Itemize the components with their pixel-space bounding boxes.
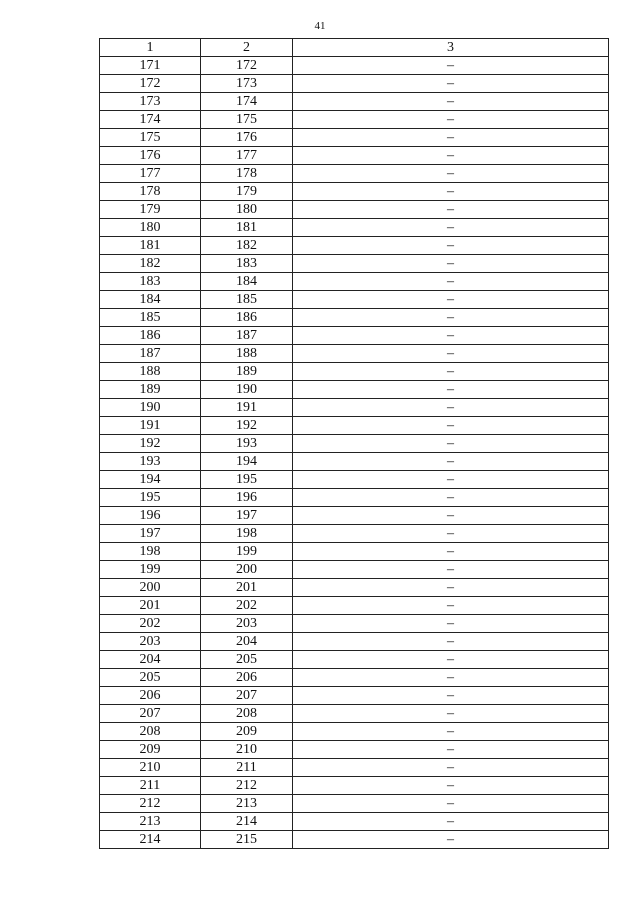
table-cell-col-3: – — [293, 237, 609, 255]
table-cell-col-3: – — [293, 273, 609, 291]
table-cell-col-2: 189 — [201, 363, 293, 381]
table-cell-col-2: 206 — [201, 669, 293, 687]
table-row — [100, 471, 609, 489]
table-cell-col-2: 186 — [201, 309, 293, 327]
table-cell-col-3: – — [293, 363, 609, 381]
table-cell-col-3: – — [293, 723, 609, 741]
table-cell-col-2: 185 — [201, 291, 293, 309]
table-cell-col-1: 183 — [100, 273, 201, 291]
table-cell-col-3: – — [293, 543, 609, 561]
table-cell-col-1: 194 — [100, 471, 201, 489]
table-row — [100, 579, 609, 597]
table-cell-col-3: – — [293, 579, 609, 597]
table-cell-col-1: 206 — [100, 687, 201, 705]
table-row — [100, 489, 609, 507]
table-row — [100, 255, 609, 273]
table-cell-col-1: 171 — [100, 57, 201, 75]
table-cell-col-2: 192 — [201, 417, 293, 435]
table-cell-col-2: 181 — [201, 219, 293, 237]
table-header-row — [100, 39, 609, 57]
table-cell-col-2: 209 — [201, 723, 293, 741]
page-number: 41 — [314, 20, 326, 32]
table-row — [100, 327, 609, 345]
table-cell-col-3: – — [293, 219, 609, 237]
table-cell-col-1: 189 — [100, 381, 201, 399]
table-row — [100, 435, 609, 453]
table-cell-col-2: 200 — [201, 561, 293, 579]
table-cell-col-2: 208 — [201, 705, 293, 723]
table-cell-col-1: 182 — [100, 255, 201, 273]
table-cell-col-1: 174 — [100, 111, 201, 129]
table-cell-col-1: 205 — [100, 669, 201, 687]
table-cell-col-3: – — [293, 57, 609, 75]
table-row — [100, 93, 609, 111]
table-cell-col-3: – — [293, 309, 609, 327]
table-cell-col-2: 215 — [201, 831, 293, 849]
table-cell-col-2: 207 — [201, 687, 293, 705]
table-cell-col-1: 176 — [100, 147, 201, 165]
table-cell-col-2: 177 — [201, 147, 293, 165]
table-cell-col-1: 200 — [100, 579, 201, 597]
table-row — [100, 705, 609, 723]
table-row — [100, 615, 609, 633]
table-cell-col-1: 192 — [100, 435, 201, 453]
table-cell-col-3: – — [293, 75, 609, 93]
table-row — [100, 669, 609, 687]
table-cell-col-3: – — [293, 291, 609, 309]
table-cell-col-3: – — [293, 147, 609, 165]
table-cell-col-2: 204 — [201, 633, 293, 651]
table-cell-col-2: 182 — [201, 237, 293, 255]
table-cell-col-1: 202 — [100, 615, 201, 633]
table-cell-col-3: – — [293, 417, 609, 435]
table-cell-col-3: – — [293, 831, 609, 849]
table-cell-col-1: 180 — [100, 219, 201, 237]
table-cell-col-3: – — [293, 651, 609, 669]
table-cell-col-3: – — [293, 435, 609, 453]
table-cell-col-1: 188 — [100, 363, 201, 381]
table-row — [100, 183, 609, 201]
table-row — [100, 561, 609, 579]
table-cell-col-2: 197 — [201, 507, 293, 525]
table-cell-col-1: 208 — [100, 723, 201, 741]
table-cell-col-3: – — [293, 561, 609, 579]
table-cell-col-3: – — [293, 327, 609, 345]
table-row — [100, 759, 609, 777]
table-cell-col-1: 191 — [100, 417, 201, 435]
table-cell-col-2: 205 — [201, 651, 293, 669]
table-cell-col-1: 207 — [100, 705, 201, 723]
column-header-2: 2 — [201, 39, 293, 57]
table-cell-col-3: – — [293, 399, 609, 417]
table-cell-col-3: – — [293, 633, 609, 651]
table-cell-col-1: 204 — [100, 651, 201, 669]
table-row — [100, 777, 609, 795]
table-cell-col-3: – — [293, 201, 609, 219]
table-cell-col-2: 212 — [201, 777, 293, 795]
table-row — [100, 219, 609, 237]
table-cell-col-3: – — [293, 381, 609, 399]
table-cell-col-2: 172 — [201, 57, 293, 75]
table-row — [100, 795, 609, 813]
table-cell-col-1: 213 — [100, 813, 201, 831]
table-cell-col-1: 172 — [100, 75, 201, 93]
table-row — [100, 345, 609, 363]
table-row — [100, 417, 609, 435]
table-cell-col-1: 173 — [100, 93, 201, 111]
table-cell-col-2: 203 — [201, 615, 293, 633]
table-row — [100, 381, 609, 399]
table-cell-col-1: 209 — [100, 741, 201, 759]
table-cell-col-2: 190 — [201, 381, 293, 399]
table-cell-col-1: 184 — [100, 291, 201, 309]
table-row — [100, 363, 609, 381]
column-header-1: 1 — [100, 39, 201, 57]
table-row — [100, 687, 609, 705]
table-cell-col-1: 195 — [100, 489, 201, 507]
table-cell-col-2: 188 — [201, 345, 293, 363]
table-cell-col-3: – — [293, 255, 609, 273]
table-cell-col-1: 178 — [100, 183, 201, 201]
table-cell-col-1: 175 — [100, 129, 201, 147]
table-cell-col-1: 203 — [100, 633, 201, 651]
table-row — [100, 237, 609, 255]
table-cell-col-3: – — [293, 687, 609, 705]
table-cell-col-2: 195 — [201, 471, 293, 489]
table-cell-col-1: 212 — [100, 795, 201, 813]
table-cell-col-2: 211 — [201, 759, 293, 777]
table-body — [100, 57, 609, 849]
table-cell-col-2: 173 — [201, 75, 293, 93]
table-cell-col-2: 194 — [201, 453, 293, 471]
table-cell-col-1: 199 — [100, 561, 201, 579]
table-cell-col-1: 185 — [100, 309, 201, 327]
table-cell-col-3: – — [293, 759, 609, 777]
table-cell-col-1: 198 — [100, 543, 201, 561]
table-cell-col-1: 187 — [100, 345, 201, 363]
table-row — [100, 291, 609, 309]
table-cell-col-2: 176 — [201, 129, 293, 147]
table-cell-col-1: 179 — [100, 201, 201, 219]
table-cell-col-2: 193 — [201, 435, 293, 453]
table-cell-col-3: – — [293, 93, 609, 111]
table-cell-col-2: 214 — [201, 813, 293, 831]
table-cell-col-2: 196 — [201, 489, 293, 507]
table-row — [100, 543, 609, 561]
table-cell-col-1: 177 — [100, 165, 201, 183]
table-cell-col-3: – — [293, 525, 609, 543]
table-cell-col-2: 198 — [201, 525, 293, 543]
table-cell-col-2: 199 — [201, 543, 293, 561]
table-row — [100, 309, 609, 327]
table-row — [100, 831, 609, 849]
table-row — [100, 111, 609, 129]
data-table — [99, 38, 609, 849]
table-row — [100, 525, 609, 543]
table-cell-col-2: 202 — [201, 597, 293, 615]
table-cell-col-3: – — [293, 507, 609, 525]
table-row — [100, 75, 609, 93]
table-row — [100, 741, 609, 759]
table-cell-col-1: 201 — [100, 597, 201, 615]
table-cell-col-1: 210 — [100, 759, 201, 777]
table-cell-col-1: 214 — [100, 831, 201, 849]
table-cell-col-2: 184 — [201, 273, 293, 291]
column-header-3: 3 — [293, 39, 609, 57]
table-row — [100, 201, 609, 219]
table-row — [100, 633, 609, 651]
table-cell-col-2: 183 — [201, 255, 293, 273]
table-cell-col-2: 187 — [201, 327, 293, 345]
table-cell-col-2: 201 — [201, 579, 293, 597]
table-cell-col-2: 213 — [201, 795, 293, 813]
table-cell-col-3: – — [293, 615, 609, 633]
table-cell-col-1: 197 — [100, 525, 201, 543]
table-row — [100, 723, 609, 741]
table-row — [100, 507, 609, 525]
table-cell-col-2: 178 — [201, 165, 293, 183]
table-row — [100, 399, 609, 417]
table-cell-col-2: 179 — [201, 183, 293, 201]
table-cell-col-3: – — [293, 489, 609, 507]
table-cell-col-3: – — [293, 795, 609, 813]
table-row — [100, 813, 609, 831]
table-cell-col-1: 193 — [100, 453, 201, 471]
table-cell-col-1: 196 — [100, 507, 201, 525]
table-cell-col-3: – — [293, 129, 609, 147]
table-row — [100, 147, 609, 165]
table-cell-col-3: – — [293, 111, 609, 129]
table-row — [100, 597, 609, 615]
table-cell-col-3: – — [293, 597, 609, 615]
table-cell-col-3: – — [293, 165, 609, 183]
table-cell-col-3: – — [293, 777, 609, 795]
table-cell-col-1: 186 — [100, 327, 201, 345]
table-cell-col-1: 190 — [100, 399, 201, 417]
table-cell-col-2: 191 — [201, 399, 293, 417]
table-cell-col-3: – — [293, 453, 609, 471]
table-cell-col-2: 180 — [201, 201, 293, 219]
table-cell-col-2: 174 — [201, 93, 293, 111]
table-row — [100, 165, 609, 183]
table-cell-col-3: – — [293, 741, 609, 759]
table-row — [100, 651, 609, 669]
table-cell-col-3: – — [293, 471, 609, 489]
table-row — [100, 57, 609, 75]
table-cell-col-3: – — [293, 813, 609, 831]
table-row — [100, 273, 609, 291]
table-cell-col-3: – — [293, 345, 609, 363]
table-cell-col-2: 210 — [201, 741, 293, 759]
table-row — [100, 129, 609, 147]
table-cell-col-1: 211 — [100, 777, 201, 795]
table-cell-col-2: 175 — [201, 111, 293, 129]
table-cell-col-3: – — [293, 669, 609, 687]
table-cell-col-3: – — [293, 705, 609, 723]
table-cell-col-1: 181 — [100, 237, 201, 255]
table-cell-col-3: – — [293, 183, 609, 201]
table-row — [100, 453, 609, 471]
